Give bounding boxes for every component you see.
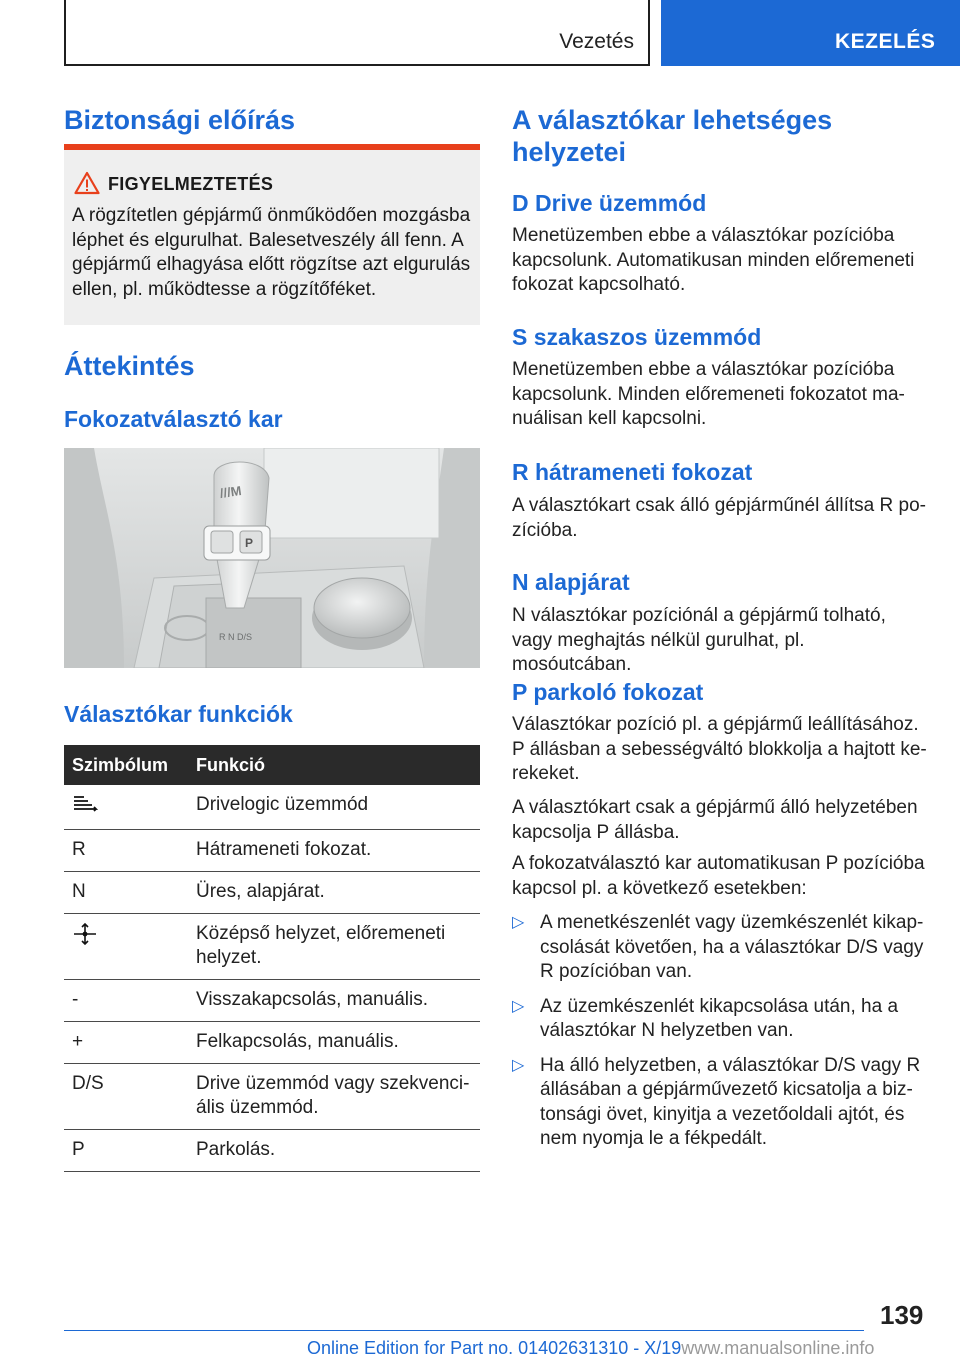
header-section-tab [64,0,650,66]
table-cell-symbol: N [64,872,188,914]
park-text-2: A választókart csak a gépjármű álló helyzetében kapcsolja P állásba. [512,797,918,843]
table-cell-symbol: - [64,980,188,1022]
svg-text:///M: ///M [218,483,243,501]
positions-title: A választókar lehetséges helyzetei [512,105,833,167]
table-cell-symbol: D/S [64,1064,188,1130]
table-cell-function: Hátrameneti fokozat. [188,830,480,872]
table-cell-symbol: + [64,1022,188,1064]
triangle-bullet-icon: ▷ [512,997,525,1015]
selector-lever-title: Fokozatválasztó kar [64,406,283,432]
table-cell-symbol: R [64,830,188,872]
watermark-text: www.manualsonline.info [681,1338,875,1358]
drivelogic-icon [72,793,98,813]
warning-text: A rögzítetlen gépjármű önműködően mozgásba léphet és elgurulhat. Balesetveszély áll fenn. A gépjármű elhagyása előtt rögzítse azt elgurulás ellen, pl. működtesse a rögzítőféket. [72,205,471,300]
center-position-icon [72,922,98,946]
auto-park-list [512,911,928,1162]
header-chapter-tab [661,0,960,66]
triangle-bullet-icon: ▷ [512,914,525,931]
park-text-3: A fokozatválasztó kar automatikusan P pozícióba kapcsol pl. a következő esetekben: [512,853,925,899]
table-row [64,914,480,980]
park-title: P parkoló fokozat [512,679,704,705]
page-number: 139 [880,1300,924,1330]
list-item [512,995,928,1044]
neutral-title: N alapjárat [512,569,630,595]
functions-title: Választókar funkciók [64,701,293,727]
sequential-mode-text: Menetüzemben ebbe a választókar pozícióba kapcsolunk. Minden előremeneti fokozatot manuálisan kell kapcsolni. [512,359,905,429]
list-item-text: Ha álló helyzetben, a választókar D/S vagy R állásában a gépjárművezető kicsatolja a biztonsági övet, kinyitja a vezetőoldali ajtót, és nem nyomja le a fékpedált. [540,1054,921,1149]
park-button-label: P [245,536,254,550]
table-cell-function: Parkolás. [188,1130,480,1172]
table-header-function: Funkció [188,745,480,785]
warning-bar [64,144,480,150]
gate-label: R N D/S [219,632,253,642]
table-cell-function: Középső helyzet, előremeneti helyzet. [188,914,480,980]
table-cell-symbol [64,785,188,830]
header-chapter-label: KEZELÉS [835,30,936,53]
reverse-text: A választókart csak álló gépjárműnél állítsa R pozícióba. [512,495,926,541]
table-row [64,830,480,872]
functions-table [64,745,480,1172]
drive-mode-title: D Drive üzemmód [512,190,707,216]
table-cell-function: Visszakapcsolás, manuális. [188,980,480,1022]
triangle-bullet-icon: ▷ [512,1056,525,1074]
table-header-row [64,745,480,785]
table-row [64,872,480,914]
header-section-label: Vezetés [559,30,634,53]
list-item [512,1054,928,1152]
list-item-text: Az üzemkészenlét kikapcsolása után, ha a választókar N helyzetben van. [540,995,899,1041]
warning-triangle-icon [74,171,100,195]
table-row [64,785,480,830]
neutral-text: N választókar pozíciónál a gépjármű tolható, vagy meghajtás nélkül gurulhat, pl. mosóutcában. [512,605,886,675]
table-row [64,1130,480,1172]
warning-heading: FIGYELMEZTETÉS [108,174,274,194]
list-item-text: A menetkészenlét vagy üzemkészenlét kikapcsolását követően, ha a választókar D/S vagy R pozícióban van. [540,912,924,982]
table-row [64,1064,480,1130]
list-item [512,911,928,985]
warning-box [64,144,480,325]
table-row [64,1022,480,1064]
table-cell-function: Felkapcsolás, manuális. [188,1022,480,1064]
reverse-title: R hátrameneti fokozat [512,459,753,485]
table-cell-function: Üres, alapjárat. [188,872,480,914]
gear-selector-illustration [64,448,480,668]
drive-mode-text: Menetüzemben ebbe a választókar pozícióba kapcsolunk. Automatikusan minden előremeneti fokozat kapcsolható. [512,225,915,295]
sequential-mode-title: S szakaszos üzemmód [512,324,762,350]
footer-divider [64,1330,864,1331]
table-cell-function: Drive üzemmód vagy szekvenciális üzemmód. [188,1064,480,1130]
table-cell-symbol: P [64,1130,188,1172]
table-row [64,980,480,1022]
table-header-symbol: Szimbólum [64,745,188,785]
footer-edition [307,1338,874,1359]
park-text-1: Választókar pozíció pl. a gépjármű leállításához. P állásban a sebességváltó blokkolja a hajtott kerekeket. [512,714,927,784]
overview-title: Áttekintés [64,351,195,381]
edition-text: Online Edition for Part no. 01402631310 - X/19 [307,1338,682,1358]
safety-title: Biztonsági előírás [64,105,296,135]
table-cell-symbol [64,914,188,980]
table-cell-function: Drivelogic üzemmód [188,785,480,830]
gear-selector-photo [64,448,480,668]
